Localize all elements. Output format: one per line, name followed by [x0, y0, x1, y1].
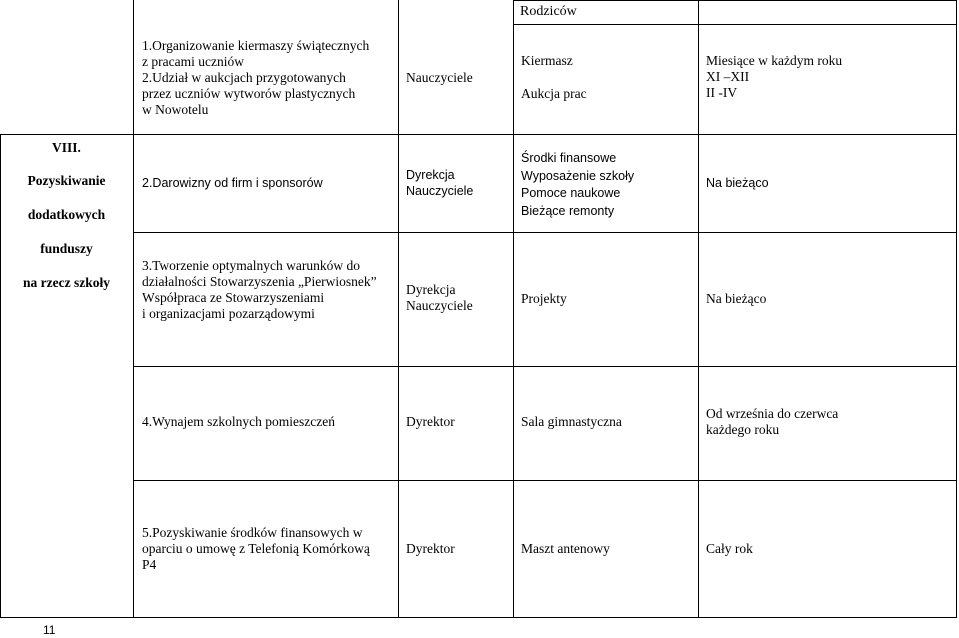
- term-cell: Na bieżąco: [706, 291, 767, 306]
- resources-cell: Środki finansowe Wyposażenie szkoły Pomoce naukowe Bieżące remonty: [521, 151, 635, 218]
- grid-line: [956, 0, 957, 617]
- resources-cell: Sala gimnastyczna: [521, 414, 622, 429]
- grid-line: [133, 480, 957, 481]
- resources-cell: Kiermasz: [521, 53, 573, 68]
- grid-line: [513, 0, 957, 1]
- resources-cell: Maszt antenowy: [521, 541, 610, 556]
- resources-cell: Projekty: [521, 291, 567, 306]
- grid-line: [0, 617, 957, 618]
- page-number: 11: [43, 623, 56, 637]
- grid-line: [0, 134, 957, 135]
- task-cell: 2.Darowizny od firm i sponsorów: [142, 176, 323, 190]
- task-cell: 5.Pozyskiwanie środków finansowych w oparciu o umowę z Telefonią Komórkową P4: [142, 525, 370, 572]
- term-cell: Miesiące w każdym roku XI –XII II -IV: [706, 53, 843, 100]
- grid-line: [513, 24, 957, 25]
- grid-line: [133, 232, 957, 233]
- section-label-line: funduszy: [40, 241, 93, 256]
- term-cell: Od września do czerwca każdego roku: [706, 406, 839, 437]
- responsible-cell: Nauczyciele: [406, 70, 473, 85]
- term-cell: Cały rok: [706, 541, 753, 556]
- resources-cell: Aukcja prac: [521, 86, 587, 101]
- grid-line: [698, 0, 699, 617]
- section-label-line: dodatkowych: [27, 207, 106, 222]
- grid-line: [398, 0, 399, 617]
- grid-line: [133, 0, 134, 617]
- header-cell-rodzicow: Rodziców: [520, 4, 577, 19]
- section-label-line: Pozyskiwanie: [27, 173, 106, 188]
- term-cell: Na bieżąco: [706, 176, 769, 190]
- task-cell: 4.Wynajem szkolnych pomieszczeń: [142, 414, 335, 429]
- task-cell: 3.Tworzenie optymalnych warunków do działalności Stowarzyszenia „Pierwiosnek” Współpraca ze Stowarzyszeniami i organizacjami pozarządowymi: [142, 258, 377, 321]
- responsible-cell: Dyrekcja Nauczyciele: [406, 168, 474, 198]
- grid-line: [513, 0, 514, 617]
- responsible-cell: Dyrektor: [406, 541, 455, 556]
- responsible-cell: Dyrekcja Nauczyciele: [406, 282, 473, 313]
- responsible-cell: Dyrektor: [406, 414, 455, 429]
- section-number: VIII.: [52, 140, 81, 155]
- grid-line: [133, 366, 957, 367]
- task-cell: 1.Organizowanie kiermaszy świątecznych z pracami uczniów 2.Udział w aukcjach przygotowanych przez uczniów wytworów plastycznych w Nowotelu: [142, 38, 370, 117]
- section-label-line: na rzecz szkoły: [23, 275, 110, 290]
